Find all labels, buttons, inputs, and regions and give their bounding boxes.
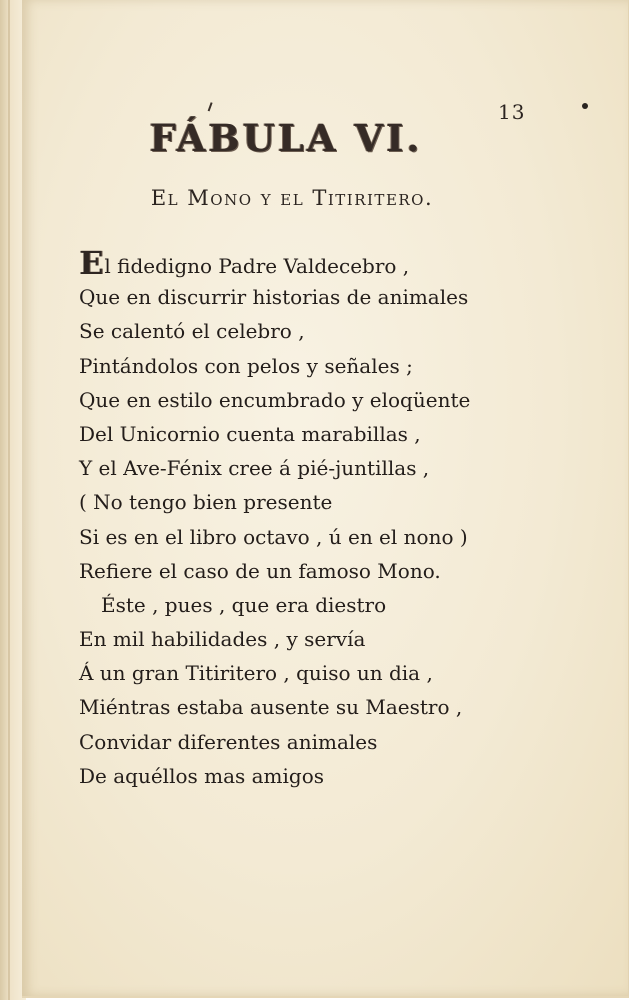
verse-line: Éste , pues , que era diestro — [101, 592, 387, 617]
verse-line-text: l fidedigno Padre Valdecebro , — [104, 254, 410, 278]
verse-line: Que en estilo encumbrado y eloqüente — [79, 387, 471, 412]
verse-line: Y el Ave-Fénix cree á pié-juntillas , — [79, 456, 430, 481]
verse-line: ( No tengo bien presente — [79, 490, 333, 515]
verse-line: Del Unicornio cuenta marabillas , — [79, 421, 421, 446]
verse-line: Si es en el libro octavo , ú en el nono ) — [79, 524, 468, 549]
verse-line — [79, 246, 499, 280]
drop-cap: E — [79, 244, 104, 282]
page-number: 13 — [498, 100, 526, 124]
verse-line: Que en discurrir historias de animales — [79, 285, 469, 310]
fable-title: FÁBULA VI. — [149, 116, 423, 160]
verse-block — [79, 246, 499, 793]
verse-line: Miéntras estaba ausente su Maestro , — [79, 695, 463, 720]
verse-line: Convidar diferentes animales — [79, 729, 378, 754]
page-leaf — [22, 0, 629, 998]
fable-subtitle: El Mono y el Titiritero. — [150, 186, 434, 210]
verse-line: Á un gran Titiritero , quiso un dia , — [79, 661, 433, 686]
verse-line: Pintándolos con pelos y señales ; — [79, 353, 413, 378]
verse-line: De aquéllos mas amigos — [79, 763, 325, 788]
verse-line: Se calentó el celebro , — [79, 319, 305, 344]
verse-line: Refiere el caso de un famoso Mono. — [79, 558, 441, 583]
ink-mark — [208, 102, 217, 113]
spine-edge — [8, 0, 10, 1000]
verse-line: En mil habilidades , y servía — [79, 627, 366, 652]
ink-dot — [582, 103, 588, 109]
